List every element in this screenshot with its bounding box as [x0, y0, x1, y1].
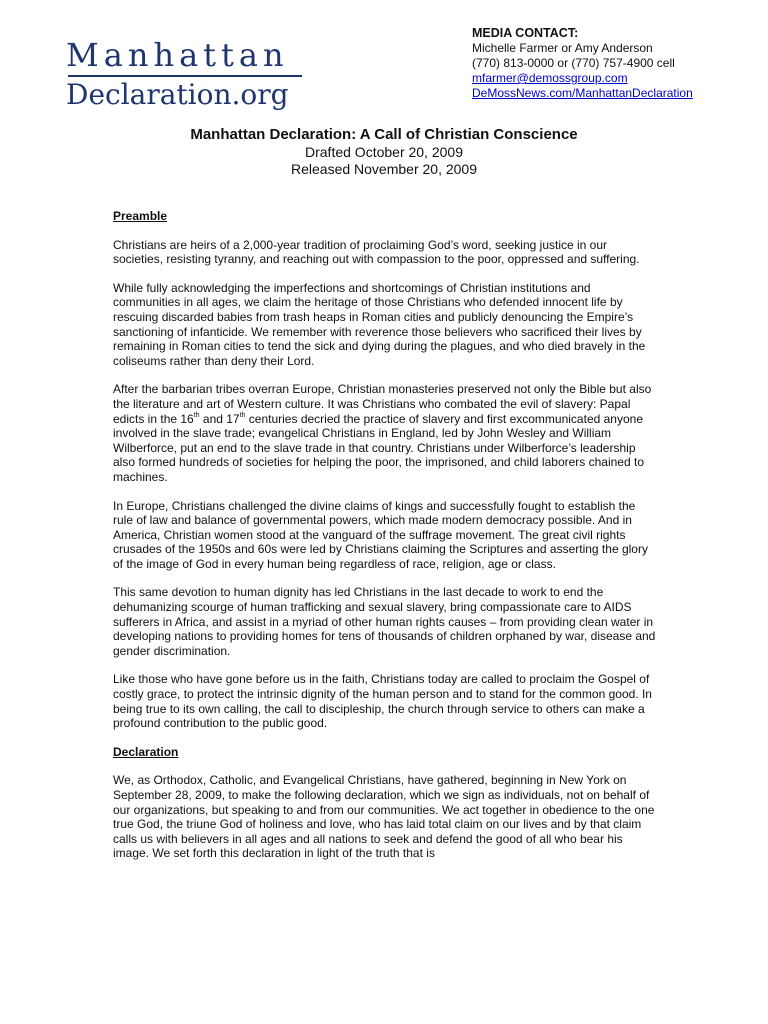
preamble-paragraph-4: In Europe, Christians challenged the divine claims of kings and successfully fought to establish the rule of law and balance of governmental powers, which made modern democracy possible. And in America, Christian women stood at the vanguard of the suffrage movement. The great civil rights crusades of the 1950s and 60s were led by Christians claiming the Scriptures and asserting the glory of the image of God in every human being regardless of race, religion, age or class.: [113, 498, 648, 571]
preamble-paragraph-1: Christians are heirs of a 2,000-year tradition of proclaiming God’s word, seeking justice in our societies, resisting tyranny, and reaching out with compassion to the poor, oppressed and suffering.: [113, 237, 640, 267]
document-header: [0, 126, 768, 178]
document-title: Manhattan Declaration: A Call of Christian Conscience: [190, 126, 578, 143]
preamble-paragraph-2: While fully acknowledging the imperfections and shortcomings of Christian institutions and communities in all ages, we claim the heritage of those Christians who defended innocent life by rescuing discarded babies from trash heaps in Roman cities and publicly denouncing the Empire’s sanctioning of infanticide. We remember with reverence those believers who sacrificed their lives by remaining in Roman cities to tend the sick and dying during the plagues, and who died bravely in the coliseums rather than deny their Lord.: [113, 280, 646, 368]
drafted-date: Drafted October 20, 2009: [305, 144, 463, 160]
media-contact-heading: MEDIA CONTACT:: [472, 26, 579, 40]
released-date: Released November 20, 2009: [290, 161, 477, 177]
site-logo: [66, 38, 306, 111]
contact-email-link[interactable]: mfarmer@demossgroup.com: [472, 71, 628, 85]
logo-divider: [68, 75, 302, 77]
document-body: [113, 209, 658, 875]
paragraph-text: and 17: [199, 411, 240, 426]
paragraph-text: centuries decried the practice of slavery and first excommunicated anyone involved in the slave trade; evangelical Christians in England, led by John Wesley and William Wilberforce, put an end to the slave trade in that country. Christians under Wilberforce’s leadership also formed hundreds of societies for helping the poor, the imprisoned, and child laborers chained to machines.: [113, 411, 644, 484]
contact-names: Michelle Farmer or Amy Anderson: [472, 41, 653, 55]
ordinal-suffix: th: [193, 411, 200, 419]
preamble-heading: Preamble: [113, 209, 168, 223]
media-contact-block: [472, 26, 693, 101]
declaration-heading: Declaration: [113, 744, 179, 759]
paragraph-text: After the barbarian tribes overran Europe, Christian monasteries preserved not only the Bible but also the literature and art of Western culture. It was Christians who combated the evil of slavery: Papal edicts in the 16: [113, 382, 652, 426]
declaration-paragraph-1: We, as Orthodox, Catholic, and Evangelical Christians, have gathered, beginning in New York on September 28, 2009, to make the following declaration, which we sign as individuals, not on behalf of our organizations, but speaking to and from our communities. We act together in obedience to the one true God, the triune God of holiness and love, who has laid total claim on our lives and by that claim calls us with believers in all ages and all nations to seek and defend the good of all who bear his image. We set forth this declaration in light of the truth that is: [113, 773, 655, 861]
logo-line-1: Manhattan: [66, 36, 289, 74]
contact-website-link[interactable]: DeMossNews.com/ManhattanDeclaration: [472, 86, 693, 100]
preamble-paragraph-6: Like those who have gone before us in the faith, Christians today are called to proclaim the Gospel of costly grace, to protect the intrinsic dignity of the human person and to stand for the common good. In being true to its own calling, the call to discipleship, the church through service to others can make a profound contribution to the public good.: [113, 672, 652, 731]
preamble-paragraph-3: [113, 382, 658, 484]
ordinal-suffix: th: [239, 411, 246, 419]
preamble-paragraph-5: This same devotion to human dignity has led Christians in the last decade to work to end the dehumanizing scourge of human trafficking and sexual slavery, bring compassionate care to AIDS sufferers in Africa, and assist in a myriad of other human rights causes – from providing clean water in developing nations to providing homes for tens of thousands of children orphaned by war, disease and gender discrimination.: [113, 585, 656, 658]
logo-line-2: Declaration.org: [66, 78, 289, 111]
contact-phones: (770) 813-0000 or (770) 757-4900 cell: [472, 56, 675, 70]
